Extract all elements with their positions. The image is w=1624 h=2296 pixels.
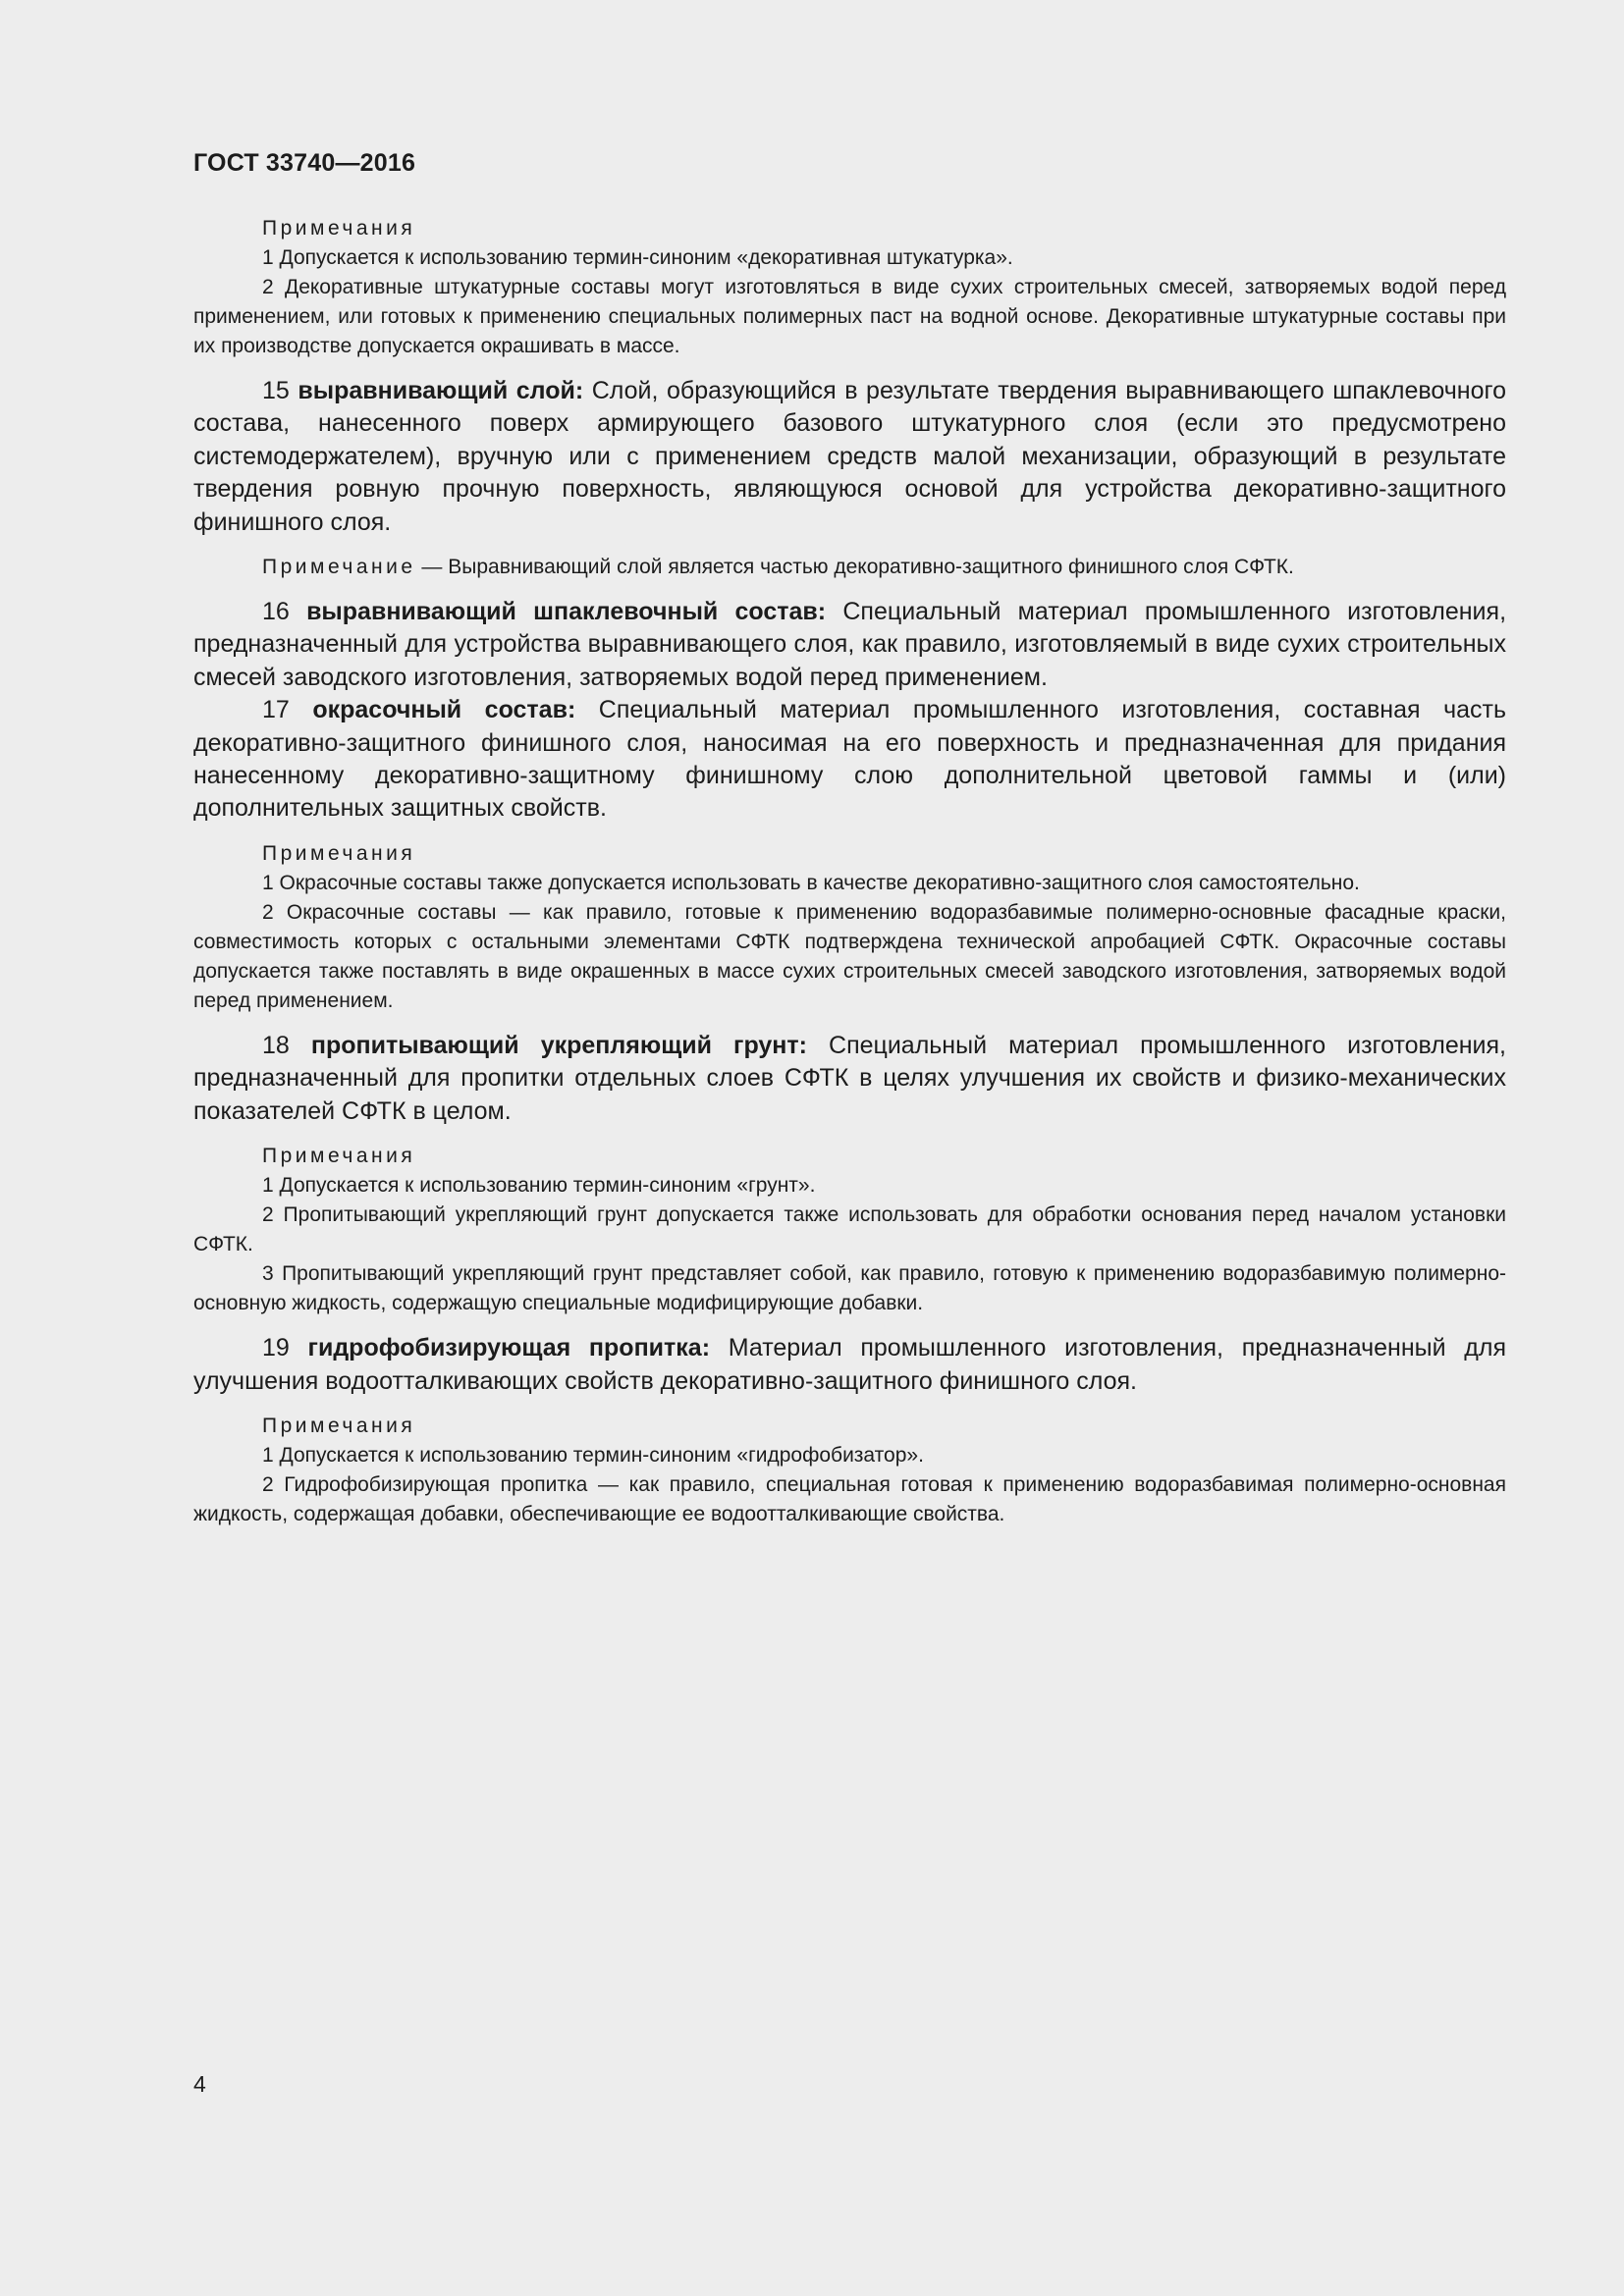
- term-number: 17: [262, 696, 290, 724]
- term-name: выравнивающий шпаклевочный состав:: [306, 598, 827, 626]
- note-text: — Выравнивающий слой является частью декоративно-защитного финишного слоя СФТК.: [421, 556, 1294, 579]
- note-item: 2 Декоративные штукатурные составы могут изготовляться в виде сухих строительных смесей, затворяемых водой перед применением, или готовых к применению специальных полимерных паст на водной основе. Декоративные штукатурные составы при их производстве допускается окрашивать в массе.: [193, 276, 1506, 357]
- note-item: 2 Гидрофобизирующая пропитка — как правило, специальная готовая к применению водоразбавимая полимерно-основная жидкость, содержащая добавки, обеспечивающие ее водоотталкивающие свойства.: [193, 1472, 1506, 1525]
- notes-label: Примечания: [262, 1414, 416, 1437]
- term-definition: Специальный материал промышленного изготовления, предназначенный для устройства выравнивающего слоя, как правило, изготовляемый в виде сухих строительных смесей заводского изготовления, затворяемых водой перед применением.: [193, 598, 1507, 691]
- notes-block-hydrophobic: [193, 1412, 1506, 1529]
- term-name: пропитывающий укрепляющий грунт:: [310, 1031, 807, 1059]
- note-item: 1 Окрасочные составы также допускается использовать в качестве декоративно-защитного слоя самостоятельно.: [262, 871, 1360, 894]
- document-code: ГОСТ 33740—2016: [193, 149, 416, 177]
- note-label: Примечание: [262, 556, 416, 579]
- document-page: [193, 147, 1506, 1543]
- notes-label: Примечания: [262, 841, 416, 865]
- term-16: [193, 596, 1506, 694]
- notes-block-decorative-plaster: [193, 214, 1506, 361]
- term-number: 15: [262, 377, 290, 404]
- note-term-15: [193, 553, 1506, 582]
- note-item: 1 Допускается к использованию термин-синоним «грунт».: [262, 1174, 816, 1198]
- term-name: гидрофобизирующая пропитка:: [307, 1334, 711, 1362]
- term-18: [193, 1030, 1506, 1128]
- notes-label: Примечания: [262, 1145, 416, 1168]
- term-19: [193, 1332, 1506, 1398]
- note-item: 2 Окрасочные составы — как правило, готовые к применению водоразбавимые полимерно-основные фасадные краски, совместимость которых с остальными элементами СФТК подтверждена технической апробацией СФТК. Окрасочные составы допускается также поставлять в виде окрашенных в массе сухих строительных смесей заводского изготовления, затворяемых водой перед применением.: [193, 900, 1506, 1012]
- term-definition: Специальный материал промышленного изготовления, составная часть декоративно-защитного финишного слоя, наносимая на его поверхность и предназначенная для придания нанесенному декоративно-защитному финишному слою дополнительной цветовой гаммы и (или) дополнительных защитных свойств.: [193, 696, 1506, 823]
- page-number: 4: [193, 2071, 206, 2097]
- term-definition: Специальный материал промышленного изготовления, предназначенный для пропитки отдельных слоев СФТК в целях улучшения их свойств и физико-механических показателей СФТК в целом.: [193, 1031, 1506, 1125]
- note-item: 2 Пропитывающий укрепляющий грунт допускается также использовать для обработки основания перед началом установки СФТК.: [193, 1203, 1506, 1256]
- term-number: 19: [262, 1334, 290, 1362]
- note-item: 1 Допускается к использованию термин-синоним «декоративная штукатурка».: [262, 246, 1013, 269]
- term-number: 16: [262, 598, 290, 626]
- notes-block-primer: [193, 1142, 1506, 1318]
- note-item: 3 Пропитывающий укрепляющий грунт представляет собой, как правило, готовую к применению водоразбавимую полимерно-основную жидкость, содержащую специальные модифицирующие добавки.: [193, 1262, 1506, 1315]
- term-definition: Материал промышленного изготовления, предназначенный для улучшения водоотталкивающих свойств декоративно-защитного финишного слоя.: [193, 1334, 1507, 1395]
- term-number: 18: [262, 1031, 290, 1059]
- notes-label: Примечания: [262, 217, 416, 240]
- note-item: 1 Допускается к использованию термин-синоним «гидрофобизатор».: [262, 1443, 924, 1467]
- term-name: окрасочный состав:: [312, 696, 576, 724]
- term-definition: Слой, образующийся в результате твердения выравнивающего шпаклевочного состава, нанесенного поверх армирующего базового штукатурного слоя (если это предусмотрено системодержателем), вручную или с применением средств малой механизации, образующий в результате твердения ровную прочную поверхность, являющуюся основой для устройства декоративно-защитного финишного слоя.: [193, 377, 1506, 536]
- notes-block-paint: [193, 839, 1506, 1016]
- term-15: [193, 375, 1506, 539]
- term-17: [193, 694, 1506, 826]
- term-name: выравнивающий слой:: [298, 377, 584, 404]
